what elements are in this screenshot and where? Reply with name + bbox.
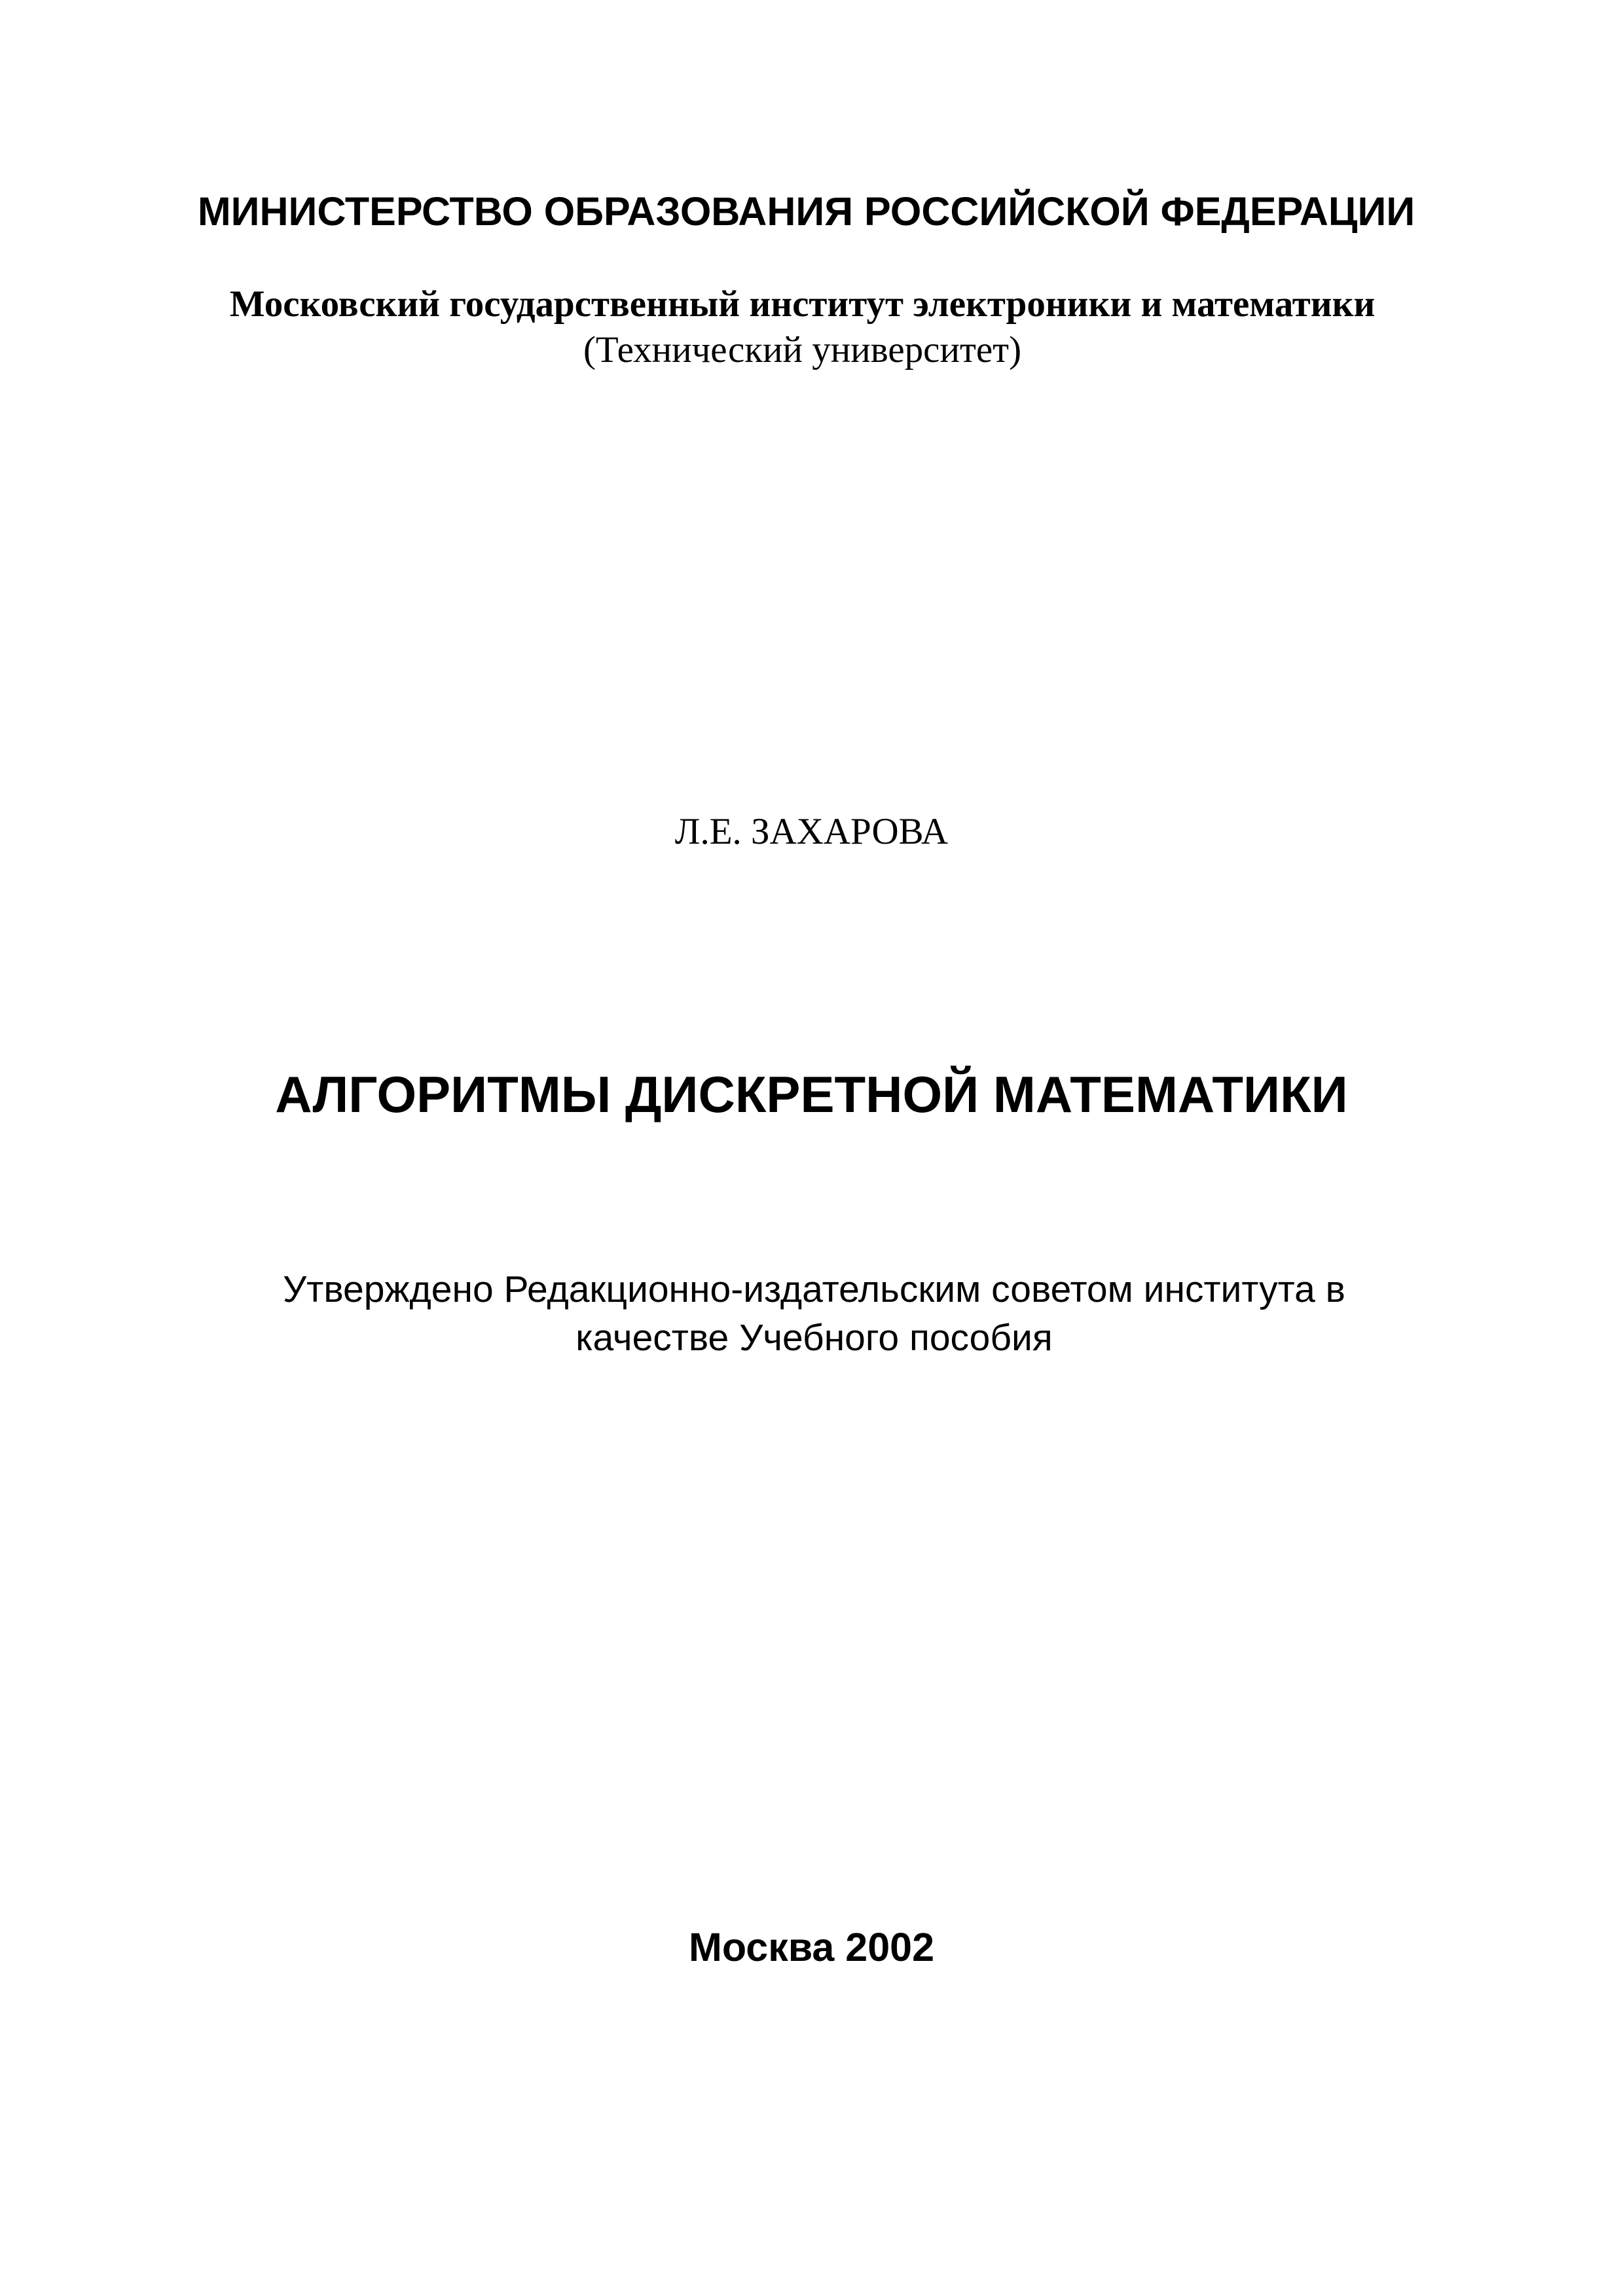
approval-line-1: Утверждено Редакционно-издательским советом института в bbox=[283, 1268, 1345, 1310]
imprint-city-year: Москва 2002 bbox=[689, 1925, 934, 1969]
ministry-heading: МИНИСТЕРСТВО ОБРАЗОВАНИЯ РОССИЙСКОЙ ФЕДЕРАЦИИ bbox=[197, 189, 1415, 234]
book-title: АЛГОРИТМЫ ДИСКРЕТНОЙ МАТЕМАТИКИ bbox=[275, 1066, 1348, 1123]
institute-name: Московский государственный институт электроники и математики bbox=[229, 283, 1376, 325]
institute-subtitle: (Технический университет) bbox=[583, 329, 1022, 370]
approval-line-2: качестве Учебного пособия bbox=[575, 1317, 1053, 1359]
author-name: Л.Е. ЗАХАРОВА bbox=[674, 811, 949, 852]
